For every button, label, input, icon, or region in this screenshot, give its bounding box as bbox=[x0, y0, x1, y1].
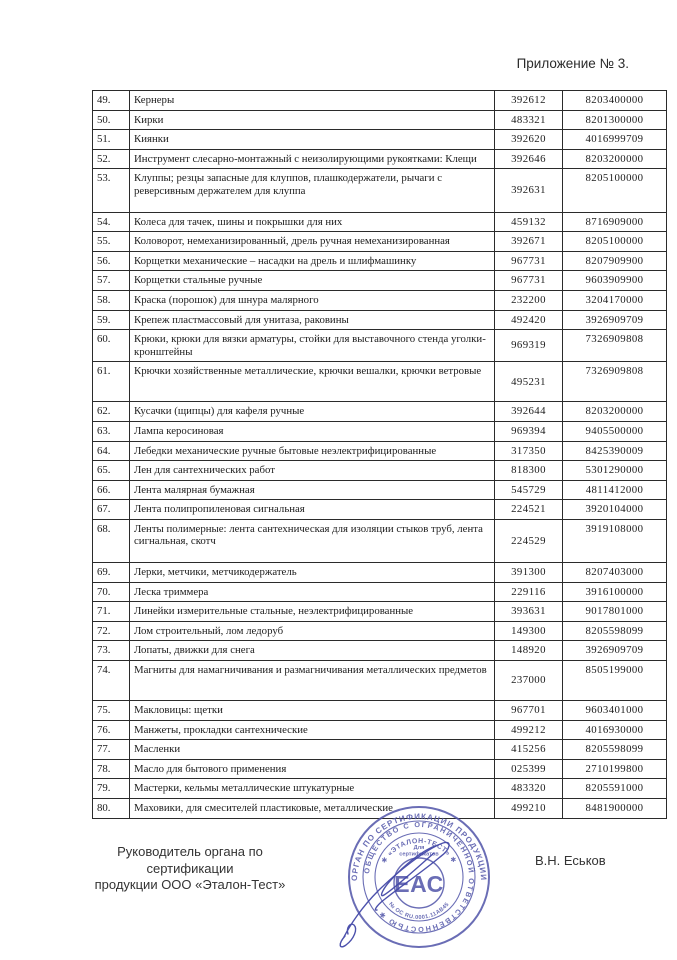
signatory-title bbox=[84, 844, 296, 894]
cell-number: 69. bbox=[93, 563, 130, 583]
cell-code: 483321 bbox=[495, 110, 563, 130]
cell-tnved: 9603401000 bbox=[563, 701, 667, 721]
cell-tnved: 3926909709 bbox=[563, 641, 667, 661]
cell-name: Лерки, метчики, метчикодержатель bbox=[130, 563, 495, 583]
cell-code: 229116 bbox=[495, 582, 563, 602]
cell-code: 818300 bbox=[495, 461, 563, 481]
cell-number: 74. bbox=[93, 661, 130, 701]
table-row bbox=[93, 661, 667, 701]
cell-name: Маховики, для смесителей пластиковые, металлические bbox=[130, 799, 495, 819]
table-row bbox=[93, 169, 667, 212]
cell-tnved: 8481900000 bbox=[563, 799, 667, 819]
cell-number: 51. bbox=[93, 130, 130, 150]
cell-tnved: 9017801000 bbox=[563, 602, 667, 622]
cell-name: Кернеры bbox=[130, 91, 495, 111]
cell-number: 56. bbox=[93, 251, 130, 271]
cell-tnved: 3919108000 bbox=[563, 519, 667, 562]
cell-code: 969319 bbox=[495, 330, 563, 362]
cell-number: 52. bbox=[93, 149, 130, 169]
cell-name: Мастерки, кельмы металлические штукатурные bbox=[130, 779, 495, 799]
table-row bbox=[93, 720, 667, 740]
stamp-label-line2: сертификатов bbox=[399, 851, 439, 858]
cell-tnved: 8716909000 bbox=[563, 212, 667, 232]
cell-tnved: 4016999709 bbox=[563, 130, 667, 150]
table-row bbox=[93, 110, 667, 130]
cell-name: Краска (порошок) для шнура малярного bbox=[130, 290, 495, 310]
cell-code: 967731 bbox=[495, 251, 563, 271]
cell-number: 66. bbox=[93, 480, 130, 500]
cell-tnved: 8425390009 bbox=[563, 441, 667, 461]
cell-code: 967701 bbox=[495, 701, 563, 721]
cell-tnved: 8205591000 bbox=[563, 779, 667, 799]
cell-number: 61. bbox=[93, 362, 130, 402]
cell-number: 67. bbox=[93, 500, 130, 520]
cell-tnved: 3916100000 bbox=[563, 582, 667, 602]
cell-name: Крюки, крюки для вязки арматуры, стойки для выставочного стенда уголки-кронштейны bbox=[130, 330, 495, 362]
cell-tnved: 5301290000 bbox=[563, 461, 667, 481]
table-row bbox=[93, 480, 667, 500]
cell-code: 232200 bbox=[495, 290, 563, 310]
cell-name: Манжеты, прокладки сантехнические bbox=[130, 720, 495, 740]
table-row bbox=[93, 251, 667, 271]
cell-code: 492420 bbox=[495, 310, 563, 330]
cell-tnved: 2710199800 bbox=[563, 759, 667, 779]
cell-name: Масло для бытового применения bbox=[130, 759, 495, 779]
table-row bbox=[93, 271, 667, 291]
cell-number: 57. bbox=[93, 271, 130, 291]
cell-name: Коловорот, немеханизированный, дрель ручная немеханизированная bbox=[130, 232, 495, 252]
cell-name: Кирки bbox=[130, 110, 495, 130]
table-row bbox=[93, 212, 667, 232]
cell-name: Лампа керосиновая bbox=[130, 421, 495, 441]
cell-number: 79. bbox=[93, 779, 130, 799]
items-table bbox=[92, 90, 667, 819]
cell-tnved: 9405500000 bbox=[563, 421, 667, 441]
cell-code: 317350 bbox=[495, 441, 563, 461]
table-row bbox=[93, 441, 667, 461]
cell-code: 459132 bbox=[495, 212, 563, 232]
cell-name: Магниты для намагничивания и размагничивания металлических предметов bbox=[130, 661, 495, 701]
table-row bbox=[93, 641, 667, 661]
cell-number: 60. bbox=[93, 330, 130, 362]
cell-number: 63. bbox=[93, 421, 130, 441]
table-row bbox=[93, 779, 667, 799]
cell-number: 76. bbox=[93, 720, 130, 740]
cell-code: 224529 bbox=[495, 519, 563, 562]
cell-code: 393631 bbox=[495, 602, 563, 622]
cell-number: 78. bbox=[93, 759, 130, 779]
cell-number: 80. bbox=[93, 799, 130, 819]
cell-number: 70. bbox=[93, 582, 130, 602]
table-row bbox=[93, 310, 667, 330]
table-row bbox=[93, 91, 667, 111]
cell-name: Ленты полимерные: лента сантехническая для изоляции стыков труб, лента сигнальная, скотч bbox=[130, 519, 495, 562]
cell-tnved: 8205598099 bbox=[563, 740, 667, 760]
cell-code: 025399 bbox=[495, 759, 563, 779]
cell-code: 495231 bbox=[495, 362, 563, 402]
cell-code: 149300 bbox=[495, 621, 563, 641]
table-row bbox=[93, 701, 667, 721]
cell-number: 73. bbox=[93, 641, 130, 661]
table-row bbox=[93, 461, 667, 481]
cell-name: Крючки хозяйственные металлические, крючки вешалки, крючки ветровые bbox=[130, 362, 495, 402]
table-row bbox=[93, 582, 667, 602]
cell-name: Корщетки механические – насадки на дрель и шлифмашинку bbox=[130, 251, 495, 271]
cell-name: Лен для сантехнических работ bbox=[130, 461, 495, 481]
table-row bbox=[93, 421, 667, 441]
cell-code: 483320 bbox=[495, 779, 563, 799]
cell-tnved: 4811412000 bbox=[563, 480, 667, 500]
table-row bbox=[93, 759, 667, 779]
signatory-name: В.Н. Еськов bbox=[535, 853, 606, 868]
cell-number: 65. bbox=[93, 461, 130, 481]
cell-tnved: 8201300000 bbox=[563, 110, 667, 130]
table-row bbox=[93, 330, 667, 362]
table-row bbox=[93, 740, 667, 760]
table-row bbox=[93, 149, 667, 169]
cell-tnved: 8205598099 bbox=[563, 621, 667, 641]
cell-code: 237000 bbox=[495, 661, 563, 701]
cell-tnved: 8203200000 bbox=[563, 149, 667, 169]
cell-tnved: 4016930000 bbox=[563, 720, 667, 740]
cell-name: Корщетки стальные ручные bbox=[130, 271, 495, 291]
cell-name: Линейки измерительные стальные, неэлектрифицированные bbox=[130, 602, 495, 622]
cell-name: Лента полипропиленовая сигнальная bbox=[130, 500, 495, 520]
cell-number: 72. bbox=[93, 621, 130, 641]
table-row bbox=[93, 602, 667, 622]
cell-code: 392646 bbox=[495, 149, 563, 169]
cell-tnved: 8207403000 bbox=[563, 563, 667, 583]
cell-code: 499212 bbox=[495, 720, 563, 740]
table-row bbox=[93, 500, 667, 520]
stamp-attestation-number: № ОС RU.0001.11АВ45 bbox=[387, 901, 451, 921]
cell-tnved: 3204170000 bbox=[563, 290, 667, 310]
cell-name: Леска триммера bbox=[130, 582, 495, 602]
cell-name: Инструмент слесарно-монтажный с неизолирующими рукоятками: Клещи bbox=[130, 149, 495, 169]
cell-tnved: 7326909808 bbox=[563, 362, 667, 402]
signatory-title-line1: Руководитель органа по сертификации bbox=[117, 844, 263, 876]
cell-number: 64. bbox=[93, 441, 130, 461]
signatory-title-line2: продукции ООО «Эталон-Тест» bbox=[94, 877, 286, 892]
cell-tnved: 8505199000 bbox=[563, 661, 667, 701]
cell-name: Лента малярная бумажная bbox=[130, 480, 495, 500]
cell-number: 53. bbox=[93, 169, 130, 212]
cell-tnved: 8207909900 bbox=[563, 251, 667, 271]
cell-code: 391300 bbox=[495, 563, 563, 583]
cell-name: Макловицы: щетки bbox=[130, 701, 495, 721]
cell-tnved: 3920104000 bbox=[563, 500, 667, 520]
cell-number: 62. bbox=[93, 402, 130, 422]
cell-tnved: 9603909900 bbox=[563, 271, 667, 291]
cell-code: 545729 bbox=[495, 480, 563, 500]
table-row bbox=[93, 402, 667, 422]
cell-number: 77. bbox=[93, 740, 130, 760]
cell-number: 71. bbox=[93, 602, 130, 622]
items-table-body bbox=[93, 91, 667, 819]
cell-name: Масленки bbox=[130, 740, 495, 760]
table-row bbox=[93, 232, 667, 252]
cell-code: 392620 bbox=[495, 130, 563, 150]
cell-number: 54. bbox=[93, 212, 130, 232]
table-row bbox=[93, 621, 667, 641]
cell-number: 68. bbox=[93, 519, 130, 562]
cell-tnved: 7326909808 bbox=[563, 330, 667, 362]
table-row bbox=[93, 362, 667, 402]
cell-code: 392644 bbox=[495, 402, 563, 422]
cell-name: Киянки bbox=[130, 130, 495, 150]
cell-name: Колеса для тачек, шины и покрышки для них bbox=[130, 212, 495, 232]
cell-number: 75. bbox=[93, 701, 130, 721]
cell-code: 499210 bbox=[495, 799, 563, 819]
cell-code: 224521 bbox=[495, 500, 563, 520]
table-row bbox=[93, 563, 667, 583]
cell-name: Лопаты, движки для снега bbox=[130, 641, 495, 661]
cell-name: Кусачки (щипцы) для кафеля ручные bbox=[130, 402, 495, 422]
cell-code: 967731 bbox=[495, 271, 563, 291]
cell-number: 59. bbox=[93, 310, 130, 330]
cell-number: 49. bbox=[93, 91, 130, 111]
table-row bbox=[93, 290, 667, 310]
cell-name: Клуппы; резцы запасные для клуппов, плашкодержатели, рычаги с реверсивным держателем для клуппа bbox=[130, 169, 495, 212]
cell-code: 969394 bbox=[495, 421, 563, 441]
cell-number: 58. bbox=[93, 290, 130, 310]
cell-number: 55. bbox=[93, 232, 130, 252]
cell-code: 392671 bbox=[495, 232, 563, 252]
cell-code: 392612 bbox=[495, 91, 563, 111]
stamp-org-name: ✱ «ЭТАЛОН-ТЕСТ» ✱ bbox=[380, 837, 458, 865]
cell-code: 392631 bbox=[495, 169, 563, 212]
certification-stamp bbox=[330, 797, 500, 960]
cell-name: Крепеж пластмассовый для унитаза, раковины bbox=[130, 310, 495, 330]
cell-tnved: 8203400000 bbox=[563, 91, 667, 111]
cell-name: Лом строительный, лом ледоруб bbox=[130, 621, 495, 641]
table-row bbox=[93, 130, 667, 150]
appendix-header: Приложение № 3. bbox=[516, 56, 629, 71]
cell-tnved: 8205100000 bbox=[563, 232, 667, 252]
cell-code: 148920 bbox=[495, 641, 563, 661]
cell-tnved: 3926909709 bbox=[563, 310, 667, 330]
eac-mark: ЕАС bbox=[394, 871, 444, 897]
cell-number: 50. bbox=[93, 110, 130, 130]
cell-tnved: 8205100000 bbox=[563, 169, 667, 212]
table-row bbox=[93, 519, 667, 562]
stamp-ring2-text: ОБЩЕСТВО С ОГРАНИЧЕННОЙ ОТВЕТСТВЕННОСТЬЮ ✱ bbox=[362, 819, 477, 935]
stamp-outer-text: ОРГАН ПО СЕРТИФИКАЦИИ ПРОДУКЦИИ bbox=[349, 811, 489, 882]
stamp-label-line1: Для bbox=[413, 845, 425, 851]
cell-tnved: 8203200000 bbox=[563, 402, 667, 422]
cell-name: Лебедки механические ручные бытовые неэлектрифицированные bbox=[130, 441, 495, 461]
cell-code: 415256 bbox=[495, 740, 563, 760]
